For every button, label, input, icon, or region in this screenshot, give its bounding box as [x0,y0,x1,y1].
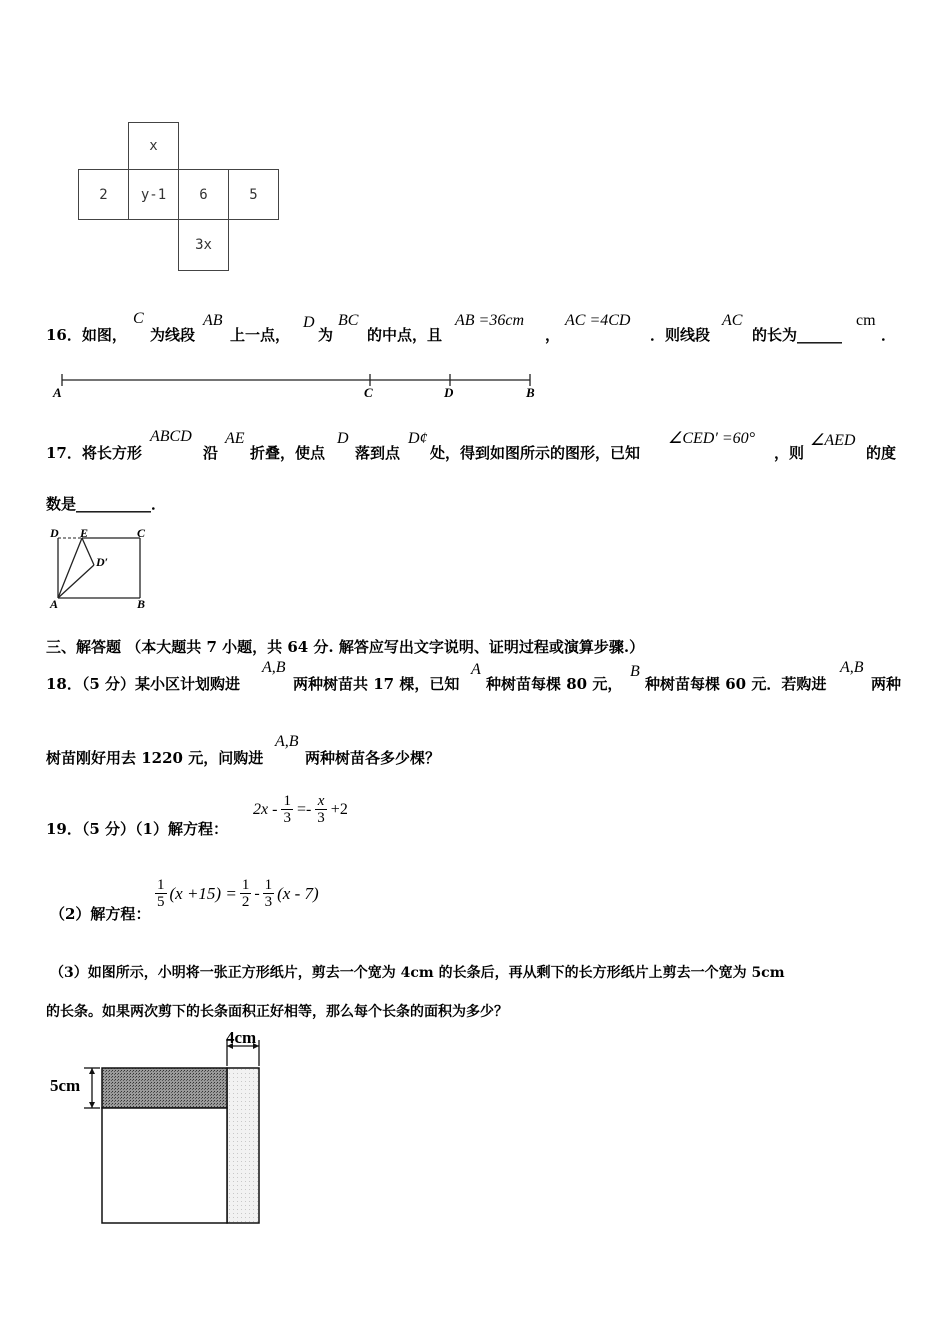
point-B: B [526,385,535,400]
q18-line2-end: 两种树苗各多少棵？ [305,749,441,767]
q19-part3-line1: （3）如图所示，小明将一张正方形纸片，剪去一个宽为 4cm 的长条后，再从剩下的长方形纸片上剪去一个宽为 5cm [50,965,785,981]
label-Dprime: D′ [96,555,109,569]
eq2-fraction: $\frac{1}{3}$ [264,877,273,910]
q17-number: 17．将长方形 [46,444,142,462]
eq1-fraction: $\frac{x}{3}$ [317,793,325,826]
q17-text: 落到点 [355,444,401,462]
q18-B: B [630,663,640,680]
q17-text: 沿 [203,444,219,462]
net-cell-1: 2 [78,169,129,220]
eq2-part: - [254,884,260,902]
q17-D: D [337,430,349,447]
label-5cm: 5cm [50,1076,81,1095]
q18-text: 种树苗每棵 60 元．若购进 [645,675,827,693]
net-cell-2: y-1 [128,169,179,220]
q18-text: 两种树苗共 17 棵，已知 [293,675,460,693]
point-C: C [364,385,373,400]
q17-angle-given: ∠CED′ =60° [668,430,756,447]
q16-eq1: AB =36cm [455,312,524,329]
q17-text: 的度 [866,444,897,462]
q16-AC: AC [722,312,743,329]
net-cell-4: 5 [228,169,279,220]
q17-text: ，则 [774,444,805,462]
q18-line2: 树苗刚好用去 1220 元，问购进 [46,749,264,767]
eq1-fraction: $\frac{1}{3}$ [283,793,291,826]
q18-AB: A,B [840,659,864,676]
eq1-part: +2 [330,800,348,818]
q18-AB: A,B [275,733,299,750]
q17-ABCD: ABCD [150,428,192,445]
label-C: C [137,526,146,540]
equation-1 [253,793,348,826]
q16-text: 的中点，且 [367,326,443,344]
label-4cm: 4cm [226,1028,257,1047]
q17-angle-asked: ∠AED [810,432,856,449]
q16-number: 16．如图， [46,326,127,344]
q19-part2-label: （2）解方程： [50,905,151,923]
q16-BC: BC [338,312,359,329]
q16-eq2: AC =4CD [565,312,631,329]
q16-comma: ， [545,326,561,344]
eq2-fraction: $\frac{1}{5}$ [157,877,165,910]
q18-number: 18．（5 分）某小区计划购进 [46,675,241,693]
label-B: B [137,597,146,611]
section-3-title: 三、解答题 （本大题共 7 小题，共 64 分. 解答应写出文字说明、证明过程或演算步骤.） [46,638,645,656]
q19-part3-line2: 的长条。如果两次剪下的长条面积正好相等，那么每个长条的面积为多少？ [46,1004,508,1020]
net-cell-3: 6 [178,169,229,220]
q16-text: 上一点， [230,326,291,344]
point-D: D [444,385,454,400]
eq2-part: (x +15) = [169,883,237,903]
paper-strip-diagram [40,1028,280,1228]
q17-AE: AE [225,430,245,447]
q17-text: 处，得到如图所示的图形，已知 [430,444,641,462]
net-cell-top: x [128,122,179,170]
q16-text: 为 [318,326,334,344]
q16-C: C [133,310,144,327]
q16-D: D [303,314,315,331]
eq1-part: 2x - [253,800,278,818]
q17-text: 折叠，使点 [250,444,326,462]
q16-AB: AB [203,312,223,329]
q18-text: 种树苗每棵 80 元， [486,675,623,693]
q18-text: 两种 [871,675,902,693]
eq2-part: (x - 7) [277,883,319,903]
equation-2 [155,877,319,910]
q18-AB: A,B [262,659,286,676]
q19-number: 19．（5 分）（1）解方程： [46,820,228,838]
q16-text: 为线段 [150,326,196,344]
eq2-fraction: $\frac{1}{2}$ [241,877,250,910]
net-cell-bottom: 3x [178,219,229,271]
q18-A: A [471,661,481,678]
q17-answer-line: 数是__________． [46,495,167,513]
label-D: D [50,526,59,540]
point-A: A [53,385,62,400]
q16-text: ．则线段 [650,326,711,344]
q16-end: ． [881,326,897,344]
q17-Dprime: D¢ [408,430,428,447]
q16-answer-blank: 的长为______ [752,326,843,344]
segment-line [50,372,550,402]
eq1-part: =- [296,800,312,818]
q16-unit: cm [856,312,876,329]
label-A: A [50,597,59,611]
label-E: E [80,526,89,540]
